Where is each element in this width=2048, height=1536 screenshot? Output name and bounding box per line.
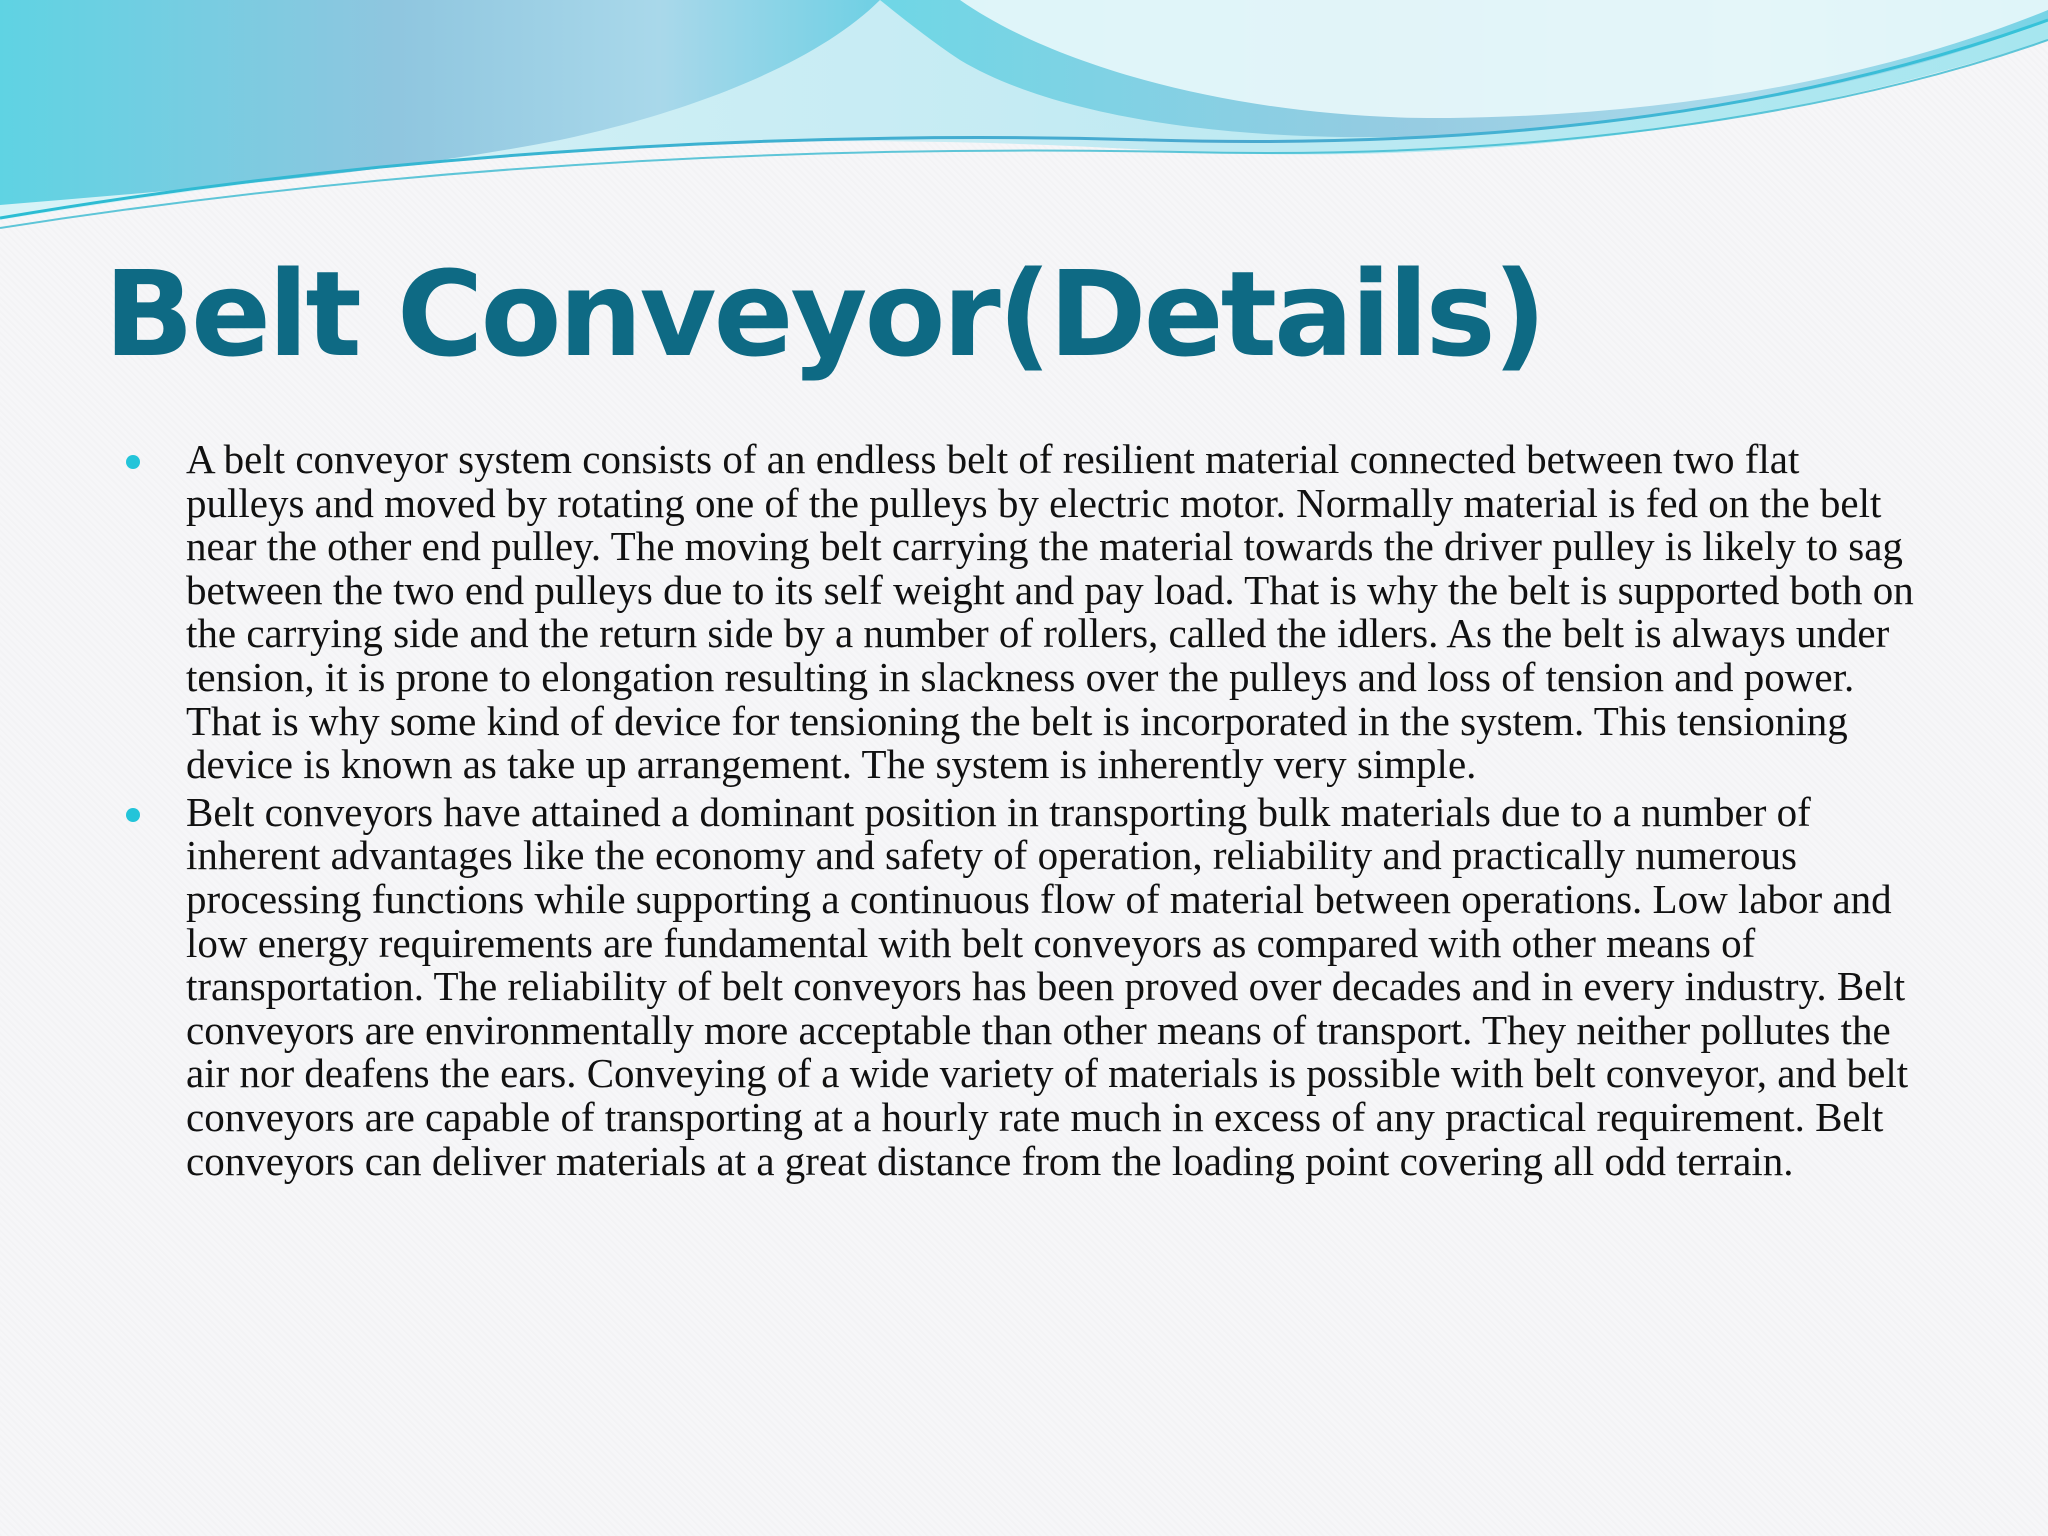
bullet-list [126,438,1926,1187]
bullet-dot-icon [126,808,140,822]
wave-header-decoration [0,0,2048,240]
bullet-item [126,438,1926,787]
bullet-dot-icon [126,455,140,469]
bullet-text: A belt conveyor system consists of an endless belt of resilient material connected between two flat pulleys and moved by rotating one of the pulleys by electric motor. Normally material is fed on the belt near the other end pulley. The moving belt carrying the material towards the driver pulley is likely to sag between the two end pulleys due to its self weight and pay load. That is why the belt is supported both on the carrying side and the return side by a number of rollers, called the idlers. As the belt is always under tension, it is prone to elongation resulting in slackness over the pulleys and loss of tension and power. That is why some kind of device for tensioning the belt is incorporated in the system. This tensioning device is known as take up arrangement. The system is inherently very simple. [186,436,1914,788]
slide-title: Belt Conveyor(Details) [104,245,1544,383]
bullet-text: Belt conveyors have attained a dominant position in transporting bulk materials due to a number of inherent advantages like the economy and safety of operation, reliability and practically numerous processing functions while supporting a continuous flow of material between operations. Low labor and low energy requirements are fundamental with belt conveyors as compared with other means of transportation. The reliability of belt conveyors has been proved over decades and in every industry. Belt conveyors are environmentally more acceptable than other means of transport. They neither pollutes the air nor deafens the ears. Conveying of a wide variety of materials is possible with belt conveyor, and belt conveyors are capable of transporting at a hourly rate much in excess of any practical requirement. Belt conveyors can deliver materials at a great distance from the loading point covering all odd terrain. [186,788,1909,1184]
bullet-item [126,788,1926,1184]
